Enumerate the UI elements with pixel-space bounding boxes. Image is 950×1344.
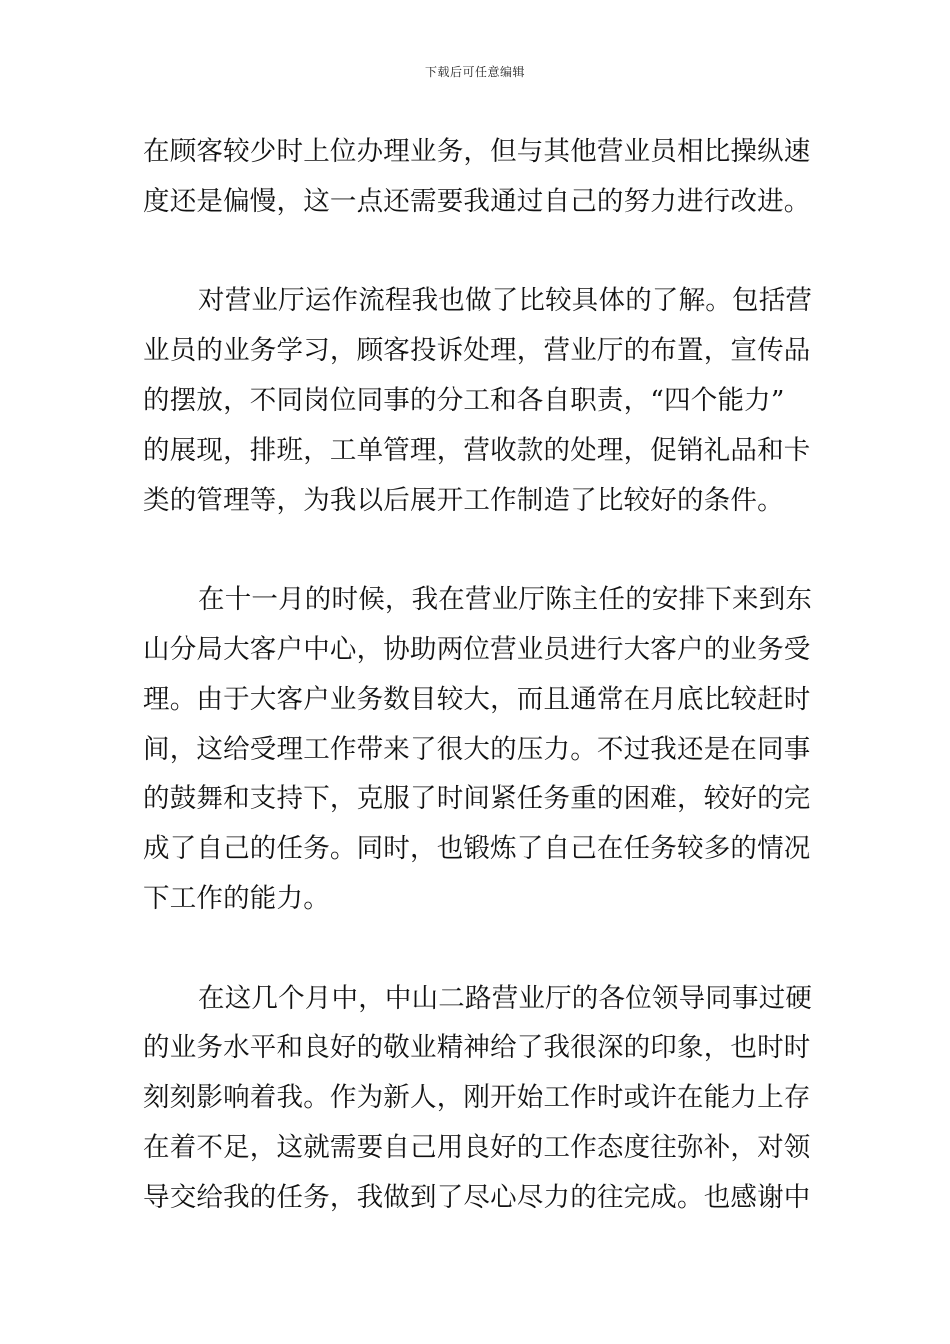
paragraph-line: 度还是偏慢，这一点还需要我通过自己的努力进行改进。 <box>143 185 811 217</box>
paragraph-line: 刻刻影响着我。作为新人，刚开始工作时或许在能力上存 <box>143 1082 811 1114</box>
page-header: 下载后可任意编辑 <box>424 65 525 79</box>
document-body <box>143 127 813 1223</box>
paragraph-line: 在十一月的时候，我在营业厅陈主任的安排下来到东 <box>198 584 813 616</box>
paragraph-line: 类的管理等，为我以后展开工作制造了比较好的条件。 <box>143 484 784 516</box>
paragraph-line: 的摆放，不同岗位同事的分工和各自职责，“四个能力” <box>143 384 785 416</box>
paragraph-line: 山分局大客户中心，协助两位营业员进行大客户的业务受 <box>143 633 811 665</box>
paragraph-3 <box>143 575 813 924</box>
paragraph-line: 的鼓舞和支持下，克服了时间紧任务重的困难，较好的完 <box>143 783 811 815</box>
paragraph-line: 的业务水平和良好的敬业精神给了我很深的印象，也时时 <box>143 1032 811 1064</box>
paragraph-line: 的展现，排班，工单管理，营收款的处理，促销礼品和卡 <box>143 434 811 466</box>
paragraph-line: 业员的业务学习，顾客投诉处理，营业厅的布置，宣传品 <box>143 335 811 367</box>
paragraph-line: 理。由于大客户业务数目较大，而且通常在月底比较赶时 <box>143 683 811 715</box>
paragraph-1 <box>143 127 811 227</box>
paragraph-spacer <box>143 924 807 974</box>
paragraph-line: 在着不足，这就需要自己用良好的工作态度往弥补，对领 <box>143 1131 811 1163</box>
paragraph-line: 导交给我的任务，我做到了尽心尽力的往完成。也感谢中 <box>143 1181 811 1213</box>
paragraph-spacer <box>143 227 807 277</box>
paragraph-line: 下工作的能力。 <box>143 882 330 914</box>
paragraph-line: 在这几个月中，中山二路营业厅的各位领导同事过硬 <box>198 982 813 1014</box>
paragraph-line: 在顾客较少时上位办理业务，但与其他营业员相比操纵速 <box>143 136 811 167</box>
paragraph-spacer <box>143 525 807 575</box>
paragraph-line: 对营业厅运作流程我也做了比较具体的了解。包括营 <box>198 285 813 317</box>
paragraph-line: 间，这给受理工作带来了很大的压力。不过我还是在同事 <box>143 733 811 765</box>
paragraph-2 <box>143 276 813 525</box>
paragraph-line: 成了自己的任务。同时，也锻炼了自己在任务较多的情况 <box>143 833 811 865</box>
paragraph-4 <box>143 974 813 1223</box>
